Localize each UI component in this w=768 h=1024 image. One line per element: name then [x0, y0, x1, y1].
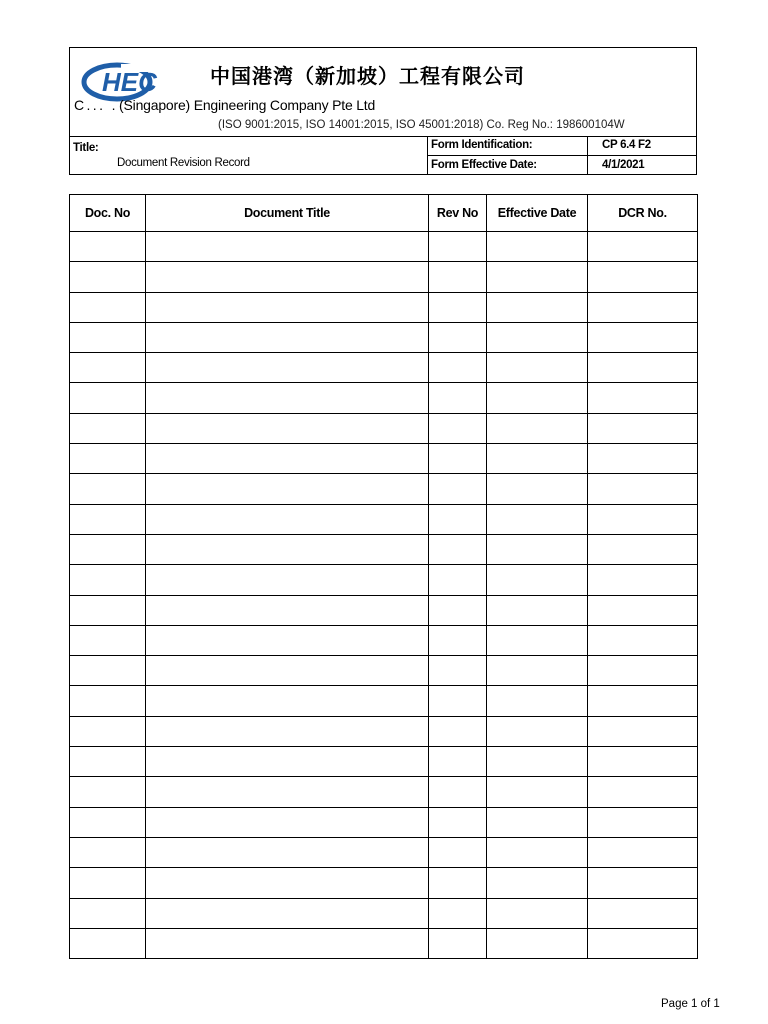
table-cell[interactable] [429, 383, 487, 413]
table-cell[interactable] [70, 898, 146, 928]
table-cell[interactable] [146, 868, 429, 898]
form-date-value: 4/1/2021 [588, 155, 698, 174]
table-cell[interactable] [70, 444, 146, 474]
table-cell[interactable] [70, 595, 146, 625]
table-cell[interactable] [429, 262, 487, 292]
table-row [70, 807, 698, 837]
table-cell[interactable] [588, 868, 698, 898]
table-cell[interactable] [146, 534, 429, 564]
table-cell[interactable] [588, 777, 698, 807]
table-header-row [70, 195, 698, 232]
table-row [70, 625, 698, 655]
column-header-rev-no: Rev No [429, 195, 487, 232]
table-cell[interactable] [487, 565, 588, 595]
table-row [70, 837, 698, 867]
company-chinese-name: 中国港湾（新加坡）工程有限公司 [210, 64, 525, 88]
table-cell[interactable] [70, 868, 146, 898]
table-cell[interactable] [429, 413, 487, 443]
table-cell[interactable] [70, 837, 146, 867]
table-row [70, 444, 698, 474]
form-id-value: CP 6.4 F2 [588, 136, 698, 155]
table-cell[interactable] [588, 807, 698, 837]
table-cell[interactable] [70, 565, 146, 595]
table-cell[interactable] [487, 534, 588, 564]
table-cell[interactable] [429, 898, 487, 928]
table-row [70, 777, 698, 807]
table-cell[interactable] [429, 322, 487, 352]
table-cell[interactable] [429, 534, 487, 564]
table-cell[interactable] [487, 262, 588, 292]
column-header-effective-date: Effective Date [487, 195, 588, 232]
table-cell[interactable] [70, 292, 146, 322]
table-row [70, 504, 698, 534]
revision-record-table [69, 194, 698, 959]
table-cell[interactable] [487, 625, 588, 655]
table-cell[interactable] [146, 504, 429, 534]
table-cell[interactable] [146, 747, 429, 777]
table-cell[interactable] [588, 686, 698, 716]
table-cell[interactable] [429, 625, 487, 655]
table-cell[interactable] [487, 504, 588, 534]
table-row [70, 353, 698, 383]
company-english-name: C . . . . (Singapore) Engineering Company Pte Ltd [74, 97, 376, 113]
table-cell[interactable] [588, 716, 698, 746]
table-row [70, 595, 698, 625]
table-cell[interactable] [487, 353, 588, 383]
table-cell[interactable] [429, 656, 487, 686]
table-cell[interactable] [146, 928, 429, 958]
table-cell[interactable] [146, 292, 429, 322]
table-cell[interactable] [70, 413, 146, 443]
table-cell[interactable] [146, 837, 429, 867]
table-row [70, 413, 698, 443]
table-cell[interactable] [588, 322, 698, 352]
column-header-dcr-no: DCR No. [588, 195, 698, 232]
table-cell[interactable] [429, 595, 487, 625]
table-row [70, 928, 698, 958]
table-cell[interactable] [70, 686, 146, 716]
table-row [70, 565, 698, 595]
form-date-label: Form Effective Date: [428, 155, 588, 174]
table-cell[interactable] [429, 777, 487, 807]
table-cell[interactable] [588, 353, 698, 383]
table-cell[interactable] [429, 232, 487, 262]
table-cell[interactable] [70, 322, 146, 352]
table-cell[interactable] [146, 565, 429, 595]
table-row [70, 716, 698, 746]
table-cell[interactable] [429, 807, 487, 837]
table-cell[interactable] [429, 868, 487, 898]
table-cell[interactable] [429, 292, 487, 322]
table-cell[interactable] [429, 686, 487, 716]
table-cell[interactable] [588, 383, 698, 413]
table-cell[interactable] [70, 807, 146, 837]
table-cell[interactable] [429, 928, 487, 958]
table-cell[interactable] [588, 292, 698, 322]
table-cell[interactable] [588, 625, 698, 655]
table-cell[interactable] [70, 928, 146, 958]
table-cell[interactable] [146, 777, 429, 807]
table-cell[interactable] [146, 716, 429, 746]
table-cell[interactable] [588, 413, 698, 443]
hec-logo [81, 62, 181, 102]
table-cell[interactable] [487, 686, 588, 716]
table-cell[interactable] [487, 716, 588, 746]
table-cell[interactable] [487, 837, 588, 867]
table-cell[interactable] [487, 928, 588, 958]
table-row [70, 292, 698, 322]
table-row [70, 898, 698, 928]
table-cell[interactable] [588, 262, 698, 292]
table-cell[interactable] [70, 777, 146, 807]
table-row [70, 322, 698, 352]
table-cell[interactable] [487, 898, 588, 928]
table-cell[interactable] [487, 868, 588, 898]
table-cell[interactable] [429, 504, 487, 534]
table-cell[interactable] [146, 686, 429, 716]
table-row [70, 747, 698, 777]
table-cell[interactable] [588, 504, 698, 534]
table-cell[interactable] [487, 413, 588, 443]
table-cell[interactable] [487, 777, 588, 807]
table-cell[interactable] [487, 232, 588, 262]
table-cell[interactable] [588, 474, 698, 504]
table-cell[interactable] [588, 444, 698, 474]
table-cell[interactable] [429, 747, 487, 777]
table-cell[interactable] [146, 262, 429, 292]
table-cell[interactable] [146, 353, 429, 383]
table-cell[interactable] [487, 747, 588, 777]
table-body [70, 232, 698, 959]
title-label: Title: [73, 142, 99, 154]
logo-text: HEC [102, 67, 157, 97]
table-cell[interactable] [146, 898, 429, 928]
table-cell[interactable] [70, 625, 146, 655]
table-cell[interactable] [588, 595, 698, 625]
table-cell[interactable] [70, 232, 146, 262]
table-row [70, 686, 698, 716]
table-cell[interactable] [70, 656, 146, 686]
table-cell[interactable] [429, 474, 487, 504]
table-cell[interactable] [146, 444, 429, 474]
document-header [69, 47, 697, 175]
table-cell[interactable] [588, 928, 698, 958]
table-cell[interactable] [487, 807, 588, 837]
table-row [70, 534, 698, 564]
table-cell[interactable] [146, 474, 429, 504]
table-cell[interactable] [487, 322, 588, 352]
table-cell[interactable] [487, 595, 588, 625]
document-title: Document Revision Record [117, 157, 250, 169]
table-row [70, 383, 698, 413]
table-cell[interactable] [429, 565, 487, 595]
table-cell[interactable] [146, 322, 429, 352]
table-cell[interactable] [429, 716, 487, 746]
table-cell[interactable] [487, 474, 588, 504]
table-cell[interactable] [588, 837, 698, 867]
table-cell[interactable] [146, 595, 429, 625]
table-cell[interactable] [70, 534, 146, 564]
form-info-box [427, 136, 697, 174]
table-row [70, 232, 698, 262]
table-cell[interactable] [70, 383, 146, 413]
table-cell[interactable] [588, 534, 698, 564]
table-cell[interactable] [146, 656, 429, 686]
table-cell[interactable] [588, 232, 698, 262]
table-cell[interactable] [588, 898, 698, 928]
table-row [70, 262, 698, 292]
column-header-doc-no: Doc. No [70, 195, 146, 232]
table-cell[interactable] [146, 383, 429, 413]
table-row [70, 656, 698, 686]
page-number: Page 1 of 1 [661, 998, 720, 1010]
table-cell[interactable] [429, 444, 487, 474]
table-cell[interactable] [429, 353, 487, 383]
form-id-label: Form Identification: [428, 136, 588, 155]
table-cell[interactable] [146, 232, 429, 262]
table-cell[interactable] [146, 625, 429, 655]
table-cell[interactable] [70, 504, 146, 534]
table-cell[interactable] [588, 747, 698, 777]
table-cell[interactable] [70, 262, 146, 292]
table-cell[interactable] [146, 807, 429, 837]
table-cell[interactable] [70, 353, 146, 383]
table-cell[interactable] [487, 292, 588, 322]
iso-registration-line: (ISO 9001:2015, ISO 14001:2015, ISO 45001:2018) Co. Reg No.: 198600104W [218, 119, 625, 131]
table-cell[interactable] [588, 656, 698, 686]
table-cell[interactable] [70, 474, 146, 504]
table-cell[interactable] [487, 383, 588, 413]
table-row [70, 868, 698, 898]
table-row [70, 474, 698, 504]
table-cell[interactable] [429, 837, 487, 867]
table-cell[interactable] [70, 716, 146, 746]
column-header-document-title: Document Title [146, 195, 429, 232]
table-cell[interactable] [588, 565, 698, 595]
table-cell[interactable] [146, 413, 429, 443]
table-cell[interactable] [487, 444, 588, 474]
table-cell[interactable] [70, 747, 146, 777]
table-cell[interactable] [487, 656, 588, 686]
